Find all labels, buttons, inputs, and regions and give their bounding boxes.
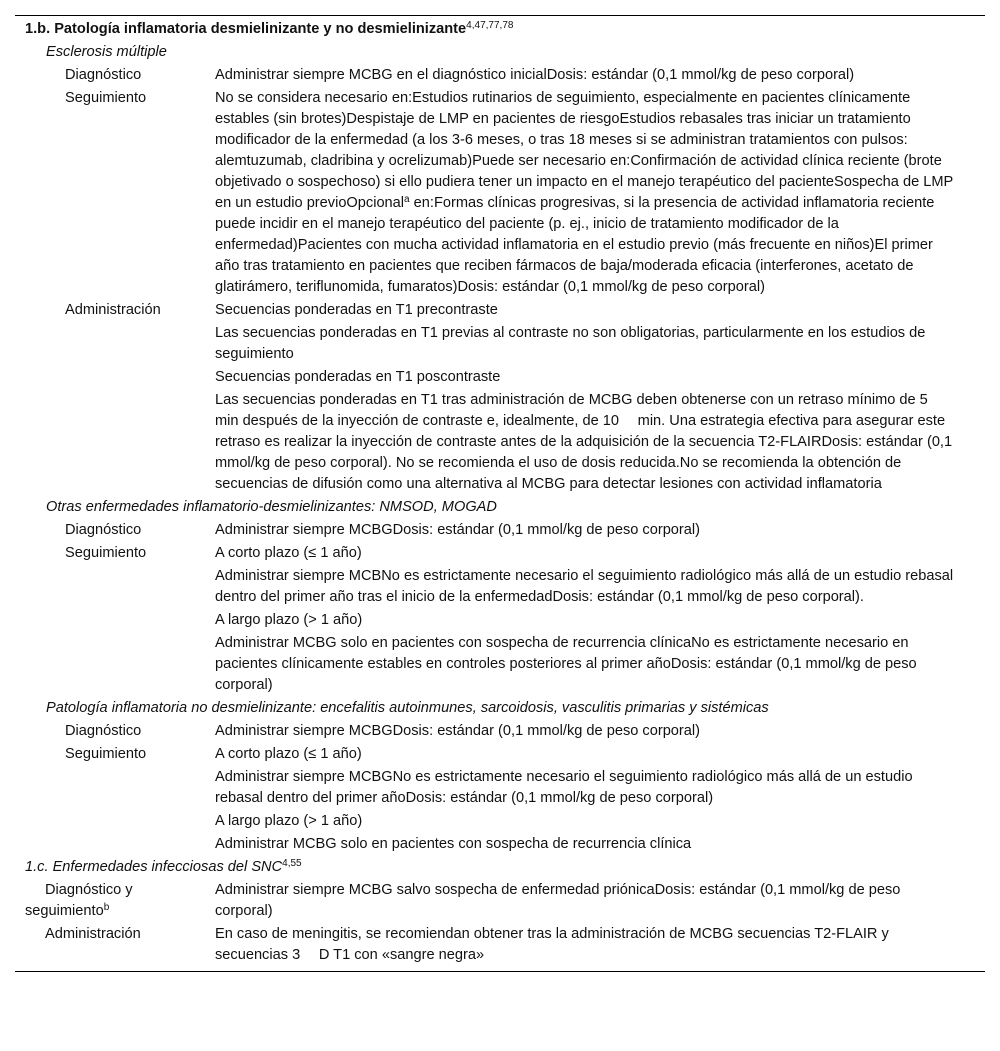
section-title: 1.c. Enfermedades infecciosas del SNC: [25, 859, 283, 875]
row-label: Administración: [65, 302, 161, 318]
row-content: A largo plazo (> 1 año): [215, 813, 363, 829]
row-content: Administrar siempre MCBG salvo sospecha de enfermedad priónicaDosis: estándar (0,1 mmol/kg de peso corporal): [215, 882, 901, 919]
subsection-header: Esclerosis múltiple: [46, 44, 167, 60]
table-row: [15, 565, 985, 609]
subsection-header: Otras enfermedades inflamatorio-desmielinizantes: NMSOD, MOGAD: [46, 499, 497, 515]
table: [15, 18, 985, 967]
row-content: Administrar siempre MCBG en el diagnóstico inicialDosis: estándar (0,1 mmol/kg de peso corporal): [215, 67, 855, 83]
row-content: Administrar siempre MCBGDosis: estándar (0,1 mmol/kg de peso corporal): [215, 522, 701, 538]
row-label: Diagnóstico: [65, 723, 142, 739]
row-label: Seguimiento: [65, 545, 147, 561]
table-row: [15, 366, 985, 389]
footnote-superscript: a: [404, 194, 410, 205]
table-row: [15, 879, 985, 923]
section-header-1b: [15, 18, 985, 41]
table-row: [15, 64, 985, 87]
row-label: Seguimiento: [65, 746, 147, 762]
row-label: Diagnóstico: [65, 67, 142, 83]
table-row: [15, 833, 985, 856]
table-row: [15, 299, 985, 322]
table-row: [15, 923, 985, 967]
row-content: En caso de meningitis, se recomiendan obtener tras la administración de MCBG secuencias T2-FLAIR y secuencias 3 D T1 con «sangre negra»: [215, 926, 889, 963]
table-row: [15, 743, 985, 766]
row-content: Administrar siempre MCBGDosis: estándar (0,1 mmol/kg de peso corporal): [215, 723, 701, 739]
section-header-1c: [15, 856, 985, 879]
table-row: [15, 720, 985, 743]
table-row: [15, 87, 985, 299]
row-content: Secuencias ponderadas en T1 poscontraste: [215, 369, 501, 385]
row-content: A largo plazo (> 1 año): [215, 612, 363, 628]
reference-superscript: 4,55: [282, 858, 302, 869]
row-content: Las secuencias ponderadas en T1 previas al contraste no son obligatorias, particularmente en los estudios de seguimiento: [215, 325, 926, 362]
row-content: Administrar MCBG solo en pacientes con sospecha de recurrencia clínicaNo es estrictamente necesario en pacientes clínicamente estables en controles posteriores al primer añoDosis: estándar (0,1 mmol/kg de peso corporal): [215, 635, 917, 693]
table-row: [15, 632, 985, 697]
row-label: Seguimiento: [65, 90, 147, 106]
subsection-header: Patología inflamatoria no desmielinizante: encefalitis autoinmunes, sarcoidosis, vasculitis primarias y sistémicas: [46, 700, 769, 716]
footnote-superscript: b: [103, 902, 110, 913]
table-row: [15, 322, 985, 366]
recommendations-table: [15, 15, 985, 972]
row-content: A corto plazo (≤ 1 año): [215, 746, 362, 762]
table-row: [15, 389, 985, 496]
row-content: A corto plazo (≤ 1 año): [215, 545, 362, 561]
row-label: Administración: [45, 926, 141, 942]
table-row: [15, 542, 985, 565]
row-content: No se considera necesario en:Estudios rutinarios de seguimiento, especialmente en pacientes clínicamente estables (sin brotes)Despistaje de LMP en pacientes de riesgoEstudios rebasales tras iniciar un tratamiento modificador de la enfermedad (a los 3-6 meses, o tras 18 meses si se administran tratamientos con pulsos: alemtuzumab, cladribina y ocrelizumab)Puede ser necesario en:Confirmación de actividad clínica reciente (brote objetivado o sospechoso) si ello pudiera tener un impacto en el manejo terapéutico del pacienteSospecha de LMP en un estudio previoOpcional$^a$ en:Formas clínicas progresivas, si la presencia de actividad inflamatoria reciente puede incidir en el manejo terapéutico del paciente (p. ej., inicio de tratamiento modificador de la enfermedad)Pacientes con mucha actividad inflamatoria en el estudio previo (más frecuente en niños)El primer año tras tratamiento en pacientes que reciben fármacos de baja/moderada eficacia (interferones, acetato de glatirámero, teriflunomida, fumaratos)Dosis: estándar (0,1 mmol/kg de peso corporal): [215, 90, 954, 295]
row-content: Las secuencias ponderadas en T1 tras administración de MCBG deben obtenerse con un retraso mínimo de 5 min después de la inyección de contraste e, idealmente, de 10 min. Una estrategia efectiva para asegurar este retraso es realizar la inyección de contraste antes de la adquisición de la secuencia T2-FLAIRDosis: estándar (0,1 mmol/kg de peso corporal). No se recomienda el uso de dosis reducida.No se recomienda la obtención de secuencias de difusión como una alternativa al MCBG para detectar lesiones con actividad inflamatoria: [215, 392, 953, 492]
row-label: Diagnóstico: [65, 522, 142, 538]
reference-superscript: 4,47,77,78: [466, 20, 514, 31]
table-row: [15, 810, 985, 833]
section-title: 1.b. Patología inflamatoria desmielinizante y no desmielinizante: [25, 21, 467, 37]
row-label: Diagnóstico y seguimiento$^b$: [25, 882, 133, 919]
row-content: Administrar siempre MCBNo es estrictamente necesario el seguimiento radiológico más allá de un estudio rebasal dentro del primer año tras el inicio de la enfermedadDosis: estándar (0,1 mmol/kg de peso corporal).: [215, 568, 954, 605]
row-content: Administrar siempre MCBGNo es estrictamente necesario el seguimiento radiológico más allá de un estudio rebasal dentro del primer añoDosis: estándar (0,1 mmol/kg de peso corporal): [215, 769, 913, 806]
row-content: Administrar MCBG solo en pacientes con sospecha de recurrencia clínica: [215, 836, 692, 852]
table-row: [15, 519, 985, 542]
table-row: [15, 609, 985, 632]
row-content: Secuencias ponderadas en T1 precontraste: [215, 302, 498, 318]
table-row: [15, 766, 985, 810]
